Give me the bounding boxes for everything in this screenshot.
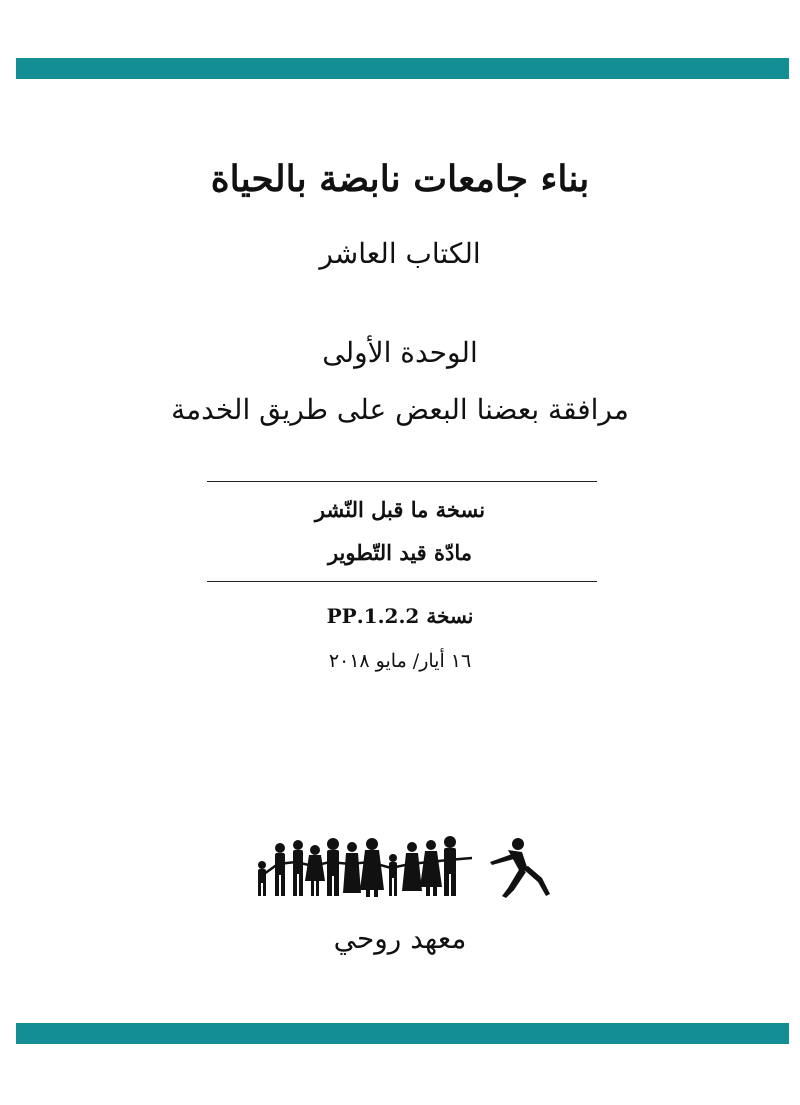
top-divider (207, 481, 597, 482)
version-number: 1.2.2.PP (326, 604, 420, 628)
bottom-color-band (16, 1023, 789, 1044)
publisher-name: معهد روحي (333, 922, 467, 955)
development-note: مادّة قيد التّطوير (327, 540, 473, 565)
people-silhouette-logo (250, 832, 555, 904)
pre-publication-note: نسخة ما قبل النّشر (314, 497, 486, 522)
publication-date: ١٦ أيار/ مايو ٢٠١٨ (328, 650, 472, 672)
book-title: بناء جامعات نابضة بالحياة (210, 158, 590, 200)
book-number: الكتاب العاشر (319, 237, 481, 270)
unit-heading: الوحدة الأولى (322, 336, 478, 369)
version-line (0, 604, 800, 628)
top-color-band (16, 58, 789, 79)
unit-subtitle: مرافقة بعضنا البعض على طريق الخدمة (171, 393, 629, 426)
bottom-divider (207, 581, 597, 582)
version-label: نسخة (426, 604, 474, 628)
